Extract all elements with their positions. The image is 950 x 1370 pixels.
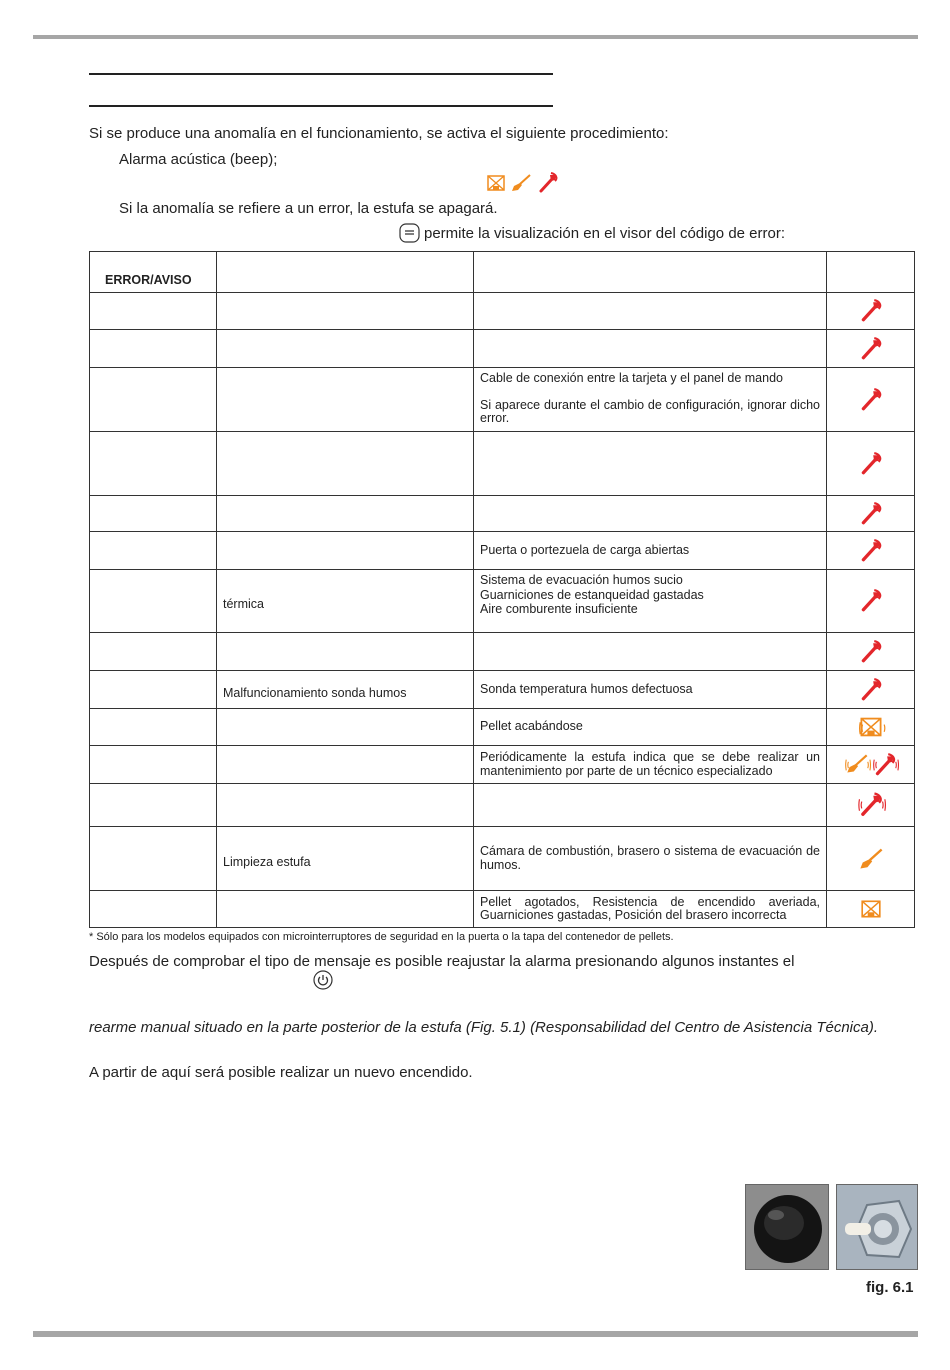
icon-cell	[827, 368, 915, 432]
error-code-cell	[90, 330, 217, 368]
table-row	[90, 330, 915, 368]
table-row	[90, 633, 915, 671]
table-row	[90, 746, 915, 784]
message-cell	[217, 746, 474, 784]
message-cell: térmica	[217, 570, 474, 633]
message-cell	[217, 368, 474, 432]
table-row	[90, 671, 915, 709]
top-rule	[33, 35, 918, 39]
cause-cell	[474, 827, 827, 891]
icon-cell	[827, 532, 915, 570]
table-row	[90, 784, 915, 827]
table-row	[90, 532, 915, 570]
intro-line-2: Alarma acústica (beep);	[119, 151, 278, 168]
cause-cell	[474, 570, 827, 633]
menu-button-icon	[399, 223, 420, 243]
bottom-rule	[33, 1331, 918, 1337]
wrench-icon	[859, 593, 883, 607]
broom-icon	[858, 851, 884, 865]
error-code-cell	[90, 746, 217, 784]
error-code-cell	[90, 532, 217, 570]
cause-line: Pellet agotados, Resistencia de encendido averiada, Guarniciones gastadas, Posición del brasero incorrecta	[480, 894, 820, 922]
footnote: * Sólo para los modelos equipados con microinterruptores de seguridad en la puerta o la tapa del contenedor de pellets.	[89, 931, 674, 943]
cause-cell	[474, 496, 827, 532]
error-code-cell	[90, 709, 217, 746]
error-code-cell	[90, 891, 217, 928]
cause-line: Cable de conexión entre la tarjeta y el panel de mando	[480, 371, 783, 385]
error-code-cell	[90, 496, 217, 532]
wrench-icon	[859, 543, 883, 557]
table-row	[90, 432, 915, 496]
cause-cell	[474, 293, 827, 330]
message-cell: Malfuncionamiento sonda humos	[217, 671, 474, 709]
error-code-cell	[90, 784, 217, 827]
intro-line-4: permite la visualización en el visor del código de error:	[424, 225, 786, 242]
message-cell	[217, 633, 474, 671]
table-row	[90, 368, 915, 432]
icon-cell	[827, 293, 915, 330]
cause-line: Guarniciones de estanqueidad gastadas	[480, 587, 704, 602]
power-button-icon	[313, 970, 333, 990]
pellet-empty-icon	[486, 174, 506, 191]
wrench-blink-icon	[856, 797, 886, 811]
cause-cell	[474, 709, 827, 746]
after-paragraph-1: Después de comprobar el tipo de mensaje es posible reajustar la alarma presionando algunos instantes el	[89, 953, 795, 970]
header-cell	[217, 252, 474, 293]
icon-cell	[827, 671, 915, 709]
icon-cell	[827, 827, 915, 891]
photo-reset-switch	[836, 1184, 918, 1270]
cause-line: Puerta o portezuela de carga abiertas	[480, 542, 690, 557]
table-row	[90, 709, 915, 746]
cause-cell	[474, 671, 827, 709]
cause-line: Si aparece durante el cambio de configuración, ignorar dicho error.	[480, 397, 820, 425]
header-error-aviso: ERROR/AVISO	[90, 252, 217, 293]
cause-cell	[474, 746, 827, 784]
icon-cell	[827, 432, 915, 496]
pellet-empty-blink-icon	[856, 719, 886, 733]
cause-line: Sistema de evacuación humos sucio	[480, 573, 683, 587]
icon-cell	[827, 784, 915, 827]
icon-cell	[827, 570, 915, 633]
error-code-cell	[90, 827, 217, 891]
table-row	[90, 293, 915, 330]
cause-line: Periódicamente la estufa indica que se debe realizar un mantenimiento por parte de un técnico especializado	[480, 750, 820, 778]
intro-line-1: Si se produce una anomalía en el funcionamiento, se activa el siguiente procedimiento:	[89, 125, 669, 142]
broom-icon	[510, 174, 532, 191]
heading-rule-2	[89, 105, 553, 107]
error-code-cell	[90, 293, 217, 330]
table-header-row	[90, 252, 915, 293]
after-paragraph-2: rearme manual situado en la parte posterior de la estufa (Fig. 5.1) (Responsabilidad del Centro de Asistencia Técnica).	[89, 1019, 879, 1036]
error-code-cell	[90, 368, 217, 432]
message-cell	[217, 432, 474, 496]
table-row	[90, 827, 915, 891]
wrench-icon	[537, 174, 559, 191]
intro-line-3: Si la anomalía se refiere a un error, la estufa se apagará.	[119, 200, 498, 217]
cause-cell	[474, 330, 827, 368]
photo-reset-knob	[745, 1184, 829, 1270]
error-code-cell	[90, 432, 217, 496]
header-cell	[827, 252, 915, 293]
message-cell	[217, 891, 474, 928]
cause-line	[480, 387, 820, 398]
pellet-empty-icon	[860, 901, 882, 915]
table-row	[90, 496, 915, 532]
after-paragraph-3: A partir de aquí será posible realizar un nuevo encendido.	[89, 1064, 473, 1081]
error-table	[89, 251, 915, 928]
message-cell	[217, 330, 474, 368]
icon-cell	[827, 746, 915, 784]
wrench-icon	[859, 506, 883, 520]
icon-cell	[827, 891, 915, 928]
message-cell	[217, 532, 474, 570]
error-code-cell	[90, 633, 217, 671]
cause-cell	[474, 532, 827, 570]
wrench-icon	[859, 341, 883, 355]
icon-cell	[827, 330, 915, 368]
broom-wrench-blink-icon	[843, 757, 899, 771]
header-cell	[474, 252, 827, 293]
wrench-icon	[859, 456, 883, 470]
cause-line: Pellet acabándose	[480, 719, 583, 734]
icon-cell	[827, 709, 915, 746]
cause-line: Cámara de combustión, brasero o sistema de evacuación de humos.	[480, 844, 820, 872]
message-cell	[217, 293, 474, 330]
wrench-icon	[859, 303, 883, 317]
cause-cell	[474, 784, 827, 827]
message-cell: Limpieza estufa	[217, 827, 474, 891]
error-code-cell	[90, 570, 217, 633]
cause-line: Sonda temperatura humos defectuosa	[480, 681, 693, 696]
figure-label: fig. 6.1	[866, 1279, 914, 1296]
error-code-cell	[90, 671, 217, 709]
table-row	[90, 891, 915, 928]
table-row	[90, 570, 915, 633]
message-cell	[217, 784, 474, 827]
wrench-icon	[859, 644, 883, 658]
cause-line: Aire comburente insuficiente	[480, 602, 638, 616]
intro-icons	[486, 172, 559, 194]
message-cell	[217, 496, 474, 532]
heading-rule-1	[89, 73, 553, 75]
cause-cell	[474, 368, 827, 432]
cause-cell	[474, 891, 827, 928]
cause-cell	[474, 432, 827, 496]
wrench-icon	[859, 392, 883, 406]
wrench-icon	[859, 682, 883, 696]
icon-cell	[827, 496, 915, 532]
icon-cell	[827, 633, 915, 671]
message-cell	[217, 709, 474, 746]
cause-cell	[474, 633, 827, 671]
